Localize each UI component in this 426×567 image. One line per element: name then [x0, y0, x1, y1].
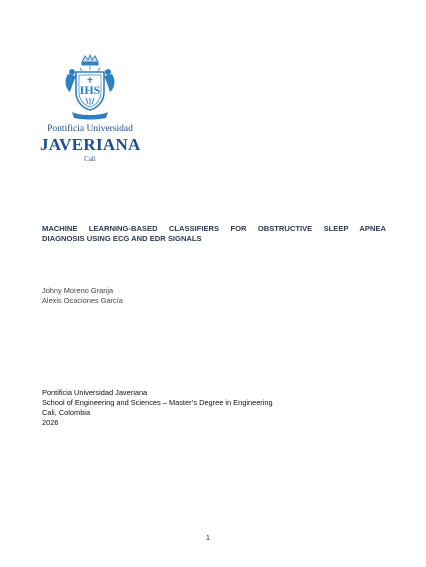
logo-text-cali: Cali: [84, 155, 96, 163]
document-title-line-2: DIAGNOSIS USING ECG AND EDR SIGNALS: [42, 234, 202, 243]
affiliation-block: [42, 388, 273, 428]
affiliation-location: Cali, Colombia: [42, 408, 91, 417]
logo-text-javeriana: JAVERIANA: [40, 135, 141, 154]
document-title: [42, 224, 386, 244]
author-list: [42, 286, 123, 306]
affiliation-school: School of Engineering and Sciences – Master’s Degree in Engineering: [42, 398, 273, 407]
document-title-line-1: MACHINE LEARNING-BASED CLASSIFIERS FOR OBSTRUCTIVE SLEEP APNEA: [42, 224, 386, 233]
affiliation-university: Pontificia Universidad Javeriana: [42, 388, 148, 397]
svg-text:IHS: IHS: [79, 83, 101, 97]
logo-text-pontificia: Pontificia Universidad: [47, 124, 133, 134]
affiliation-year: 2026: [42, 418, 59, 427]
author-name: Alexis Ocaciones García: [42, 296, 123, 305]
university-crest-icon: [60, 52, 120, 122]
university-logo: [40, 52, 140, 170]
author-name: Johny Moreno Granja: [42, 286, 114, 295]
page-number: 1: [206, 535, 210, 542]
